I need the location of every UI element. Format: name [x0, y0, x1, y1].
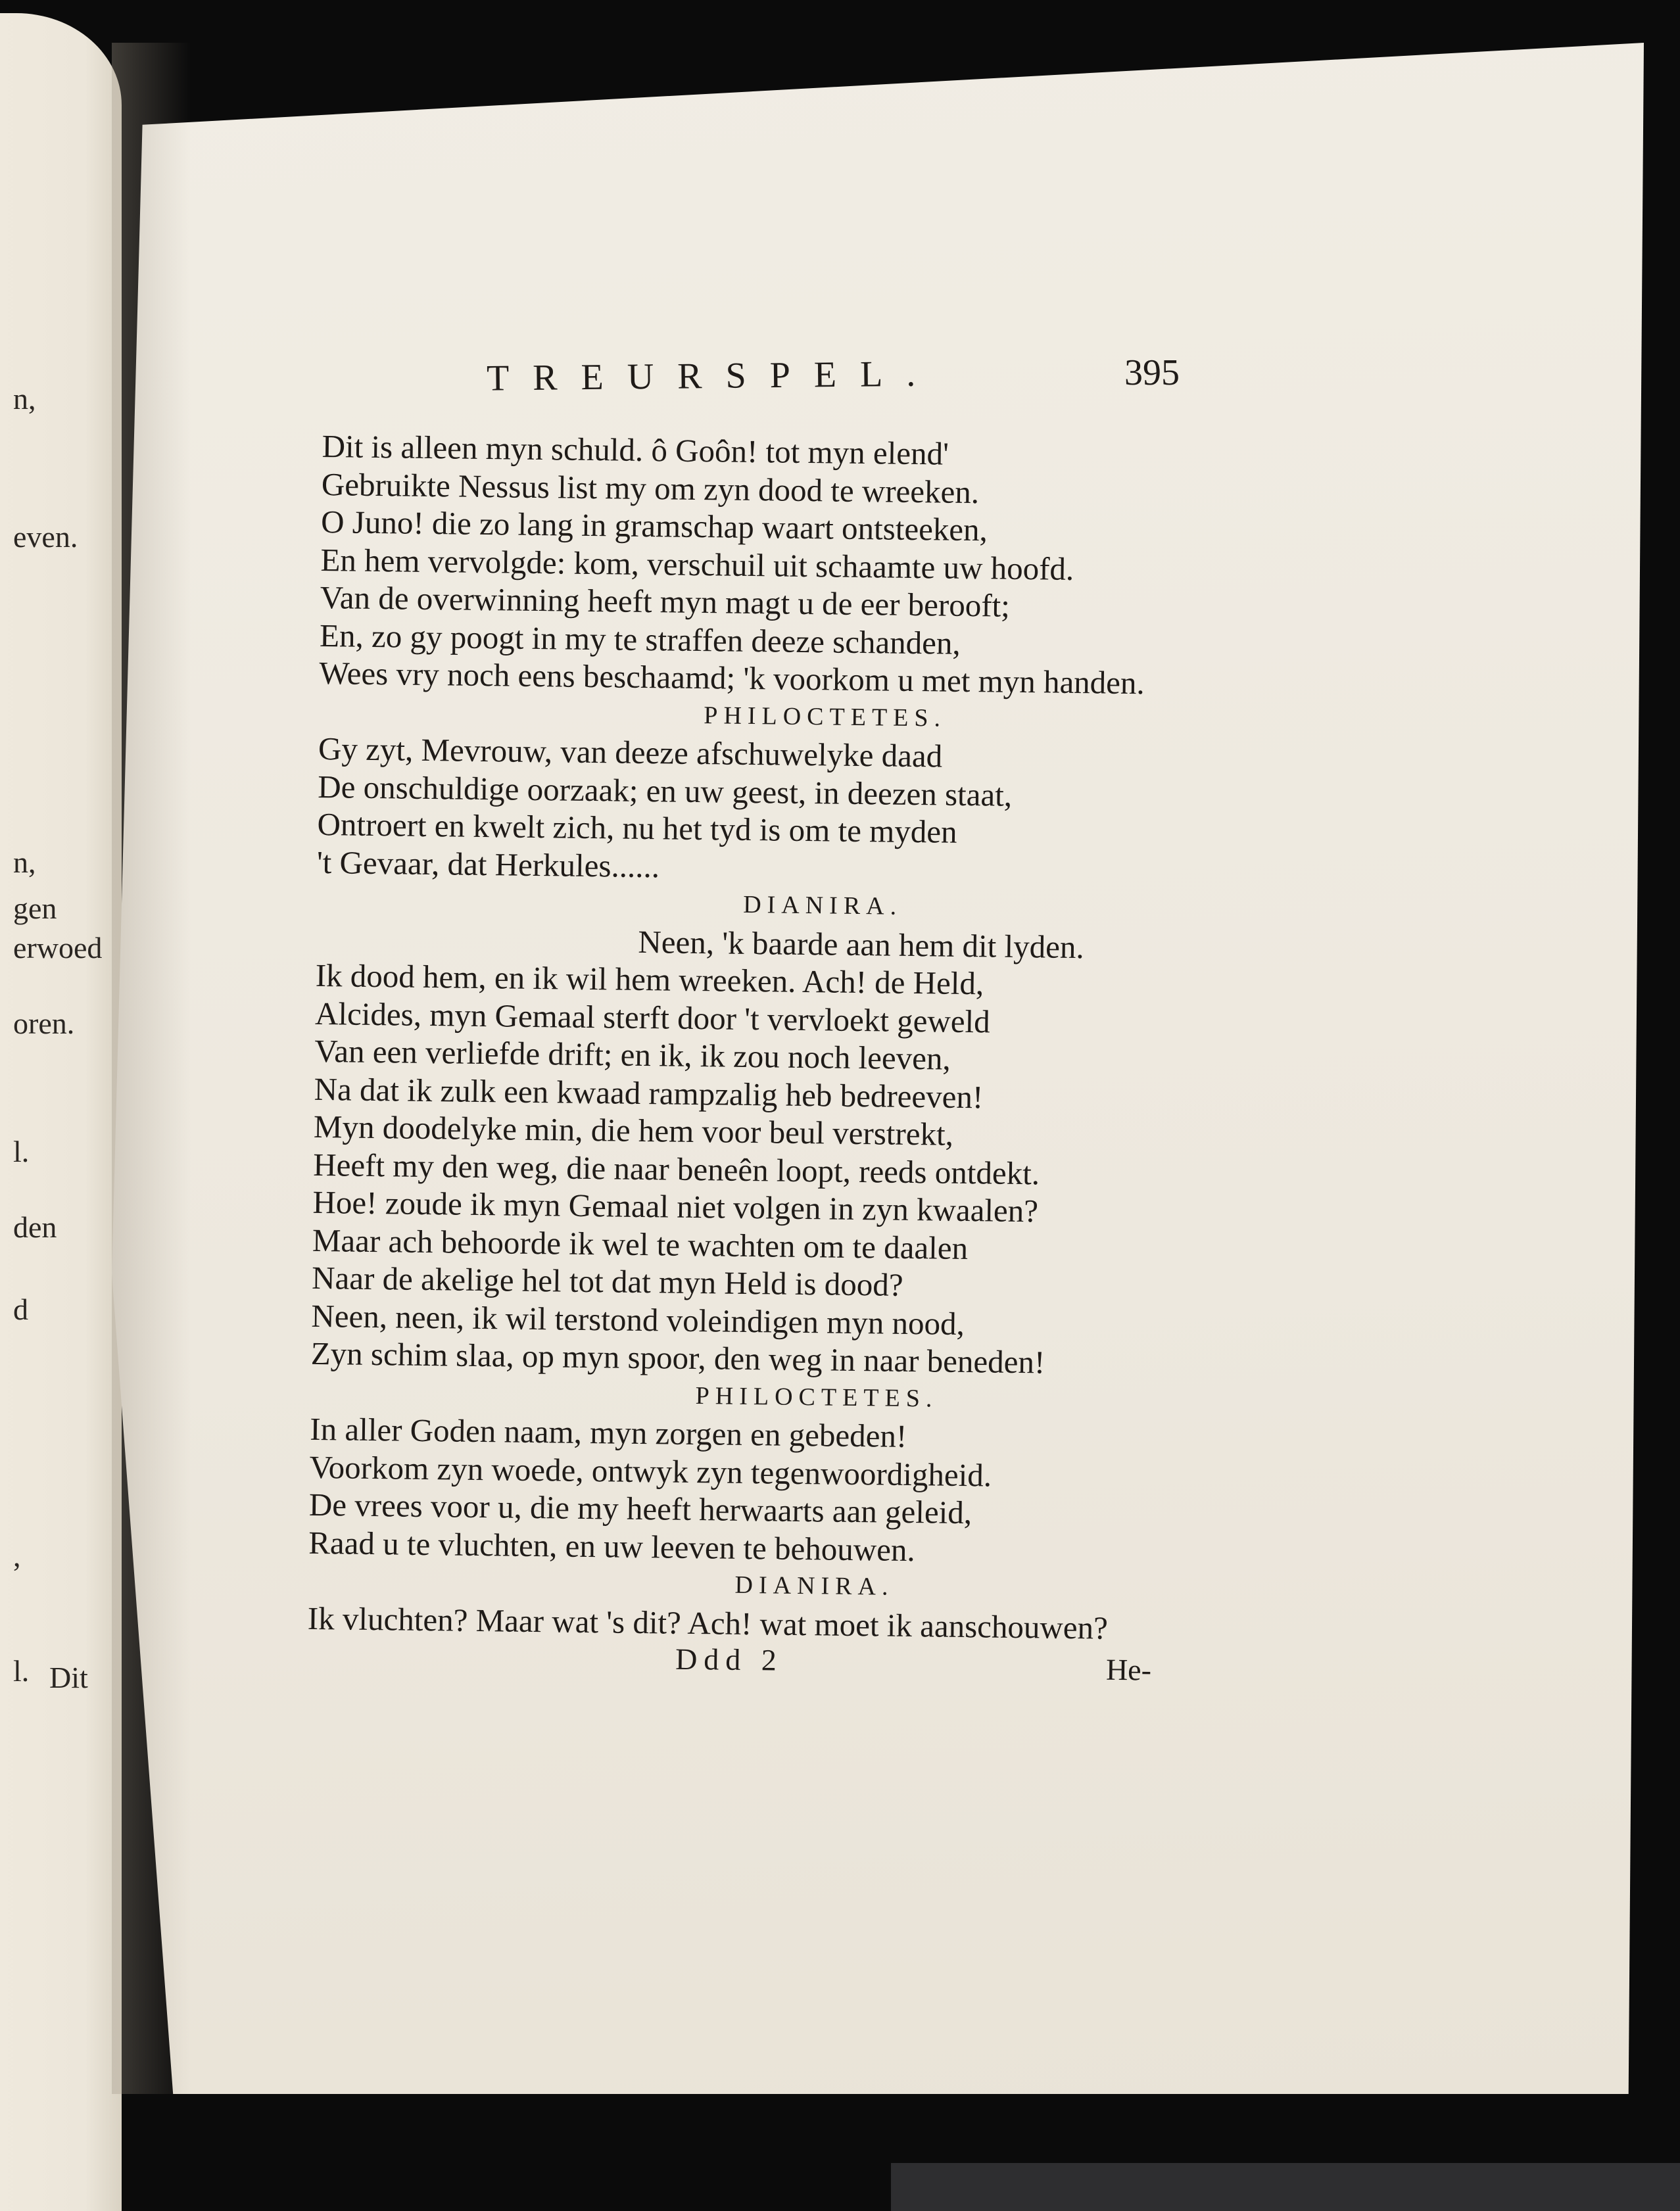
- left-page-fragment: n,: [13, 845, 36, 879]
- running-head: TREURSPEL.: [486, 353, 940, 399]
- signature-mark: Ddd 2: [675, 1642, 784, 1677]
- verse-line: Alcides, myn Gemaal sterft door 't vervloekt geweld: [314, 995, 991, 1039]
- verse-line: O Juno! die zo lang in gramschap waart ontsteeken,: [320, 503, 988, 548]
- speaker-name: DIANIRA.: [734, 1571, 894, 1601]
- verse-line: Voorkom zyn woede, ontwyk zyn tegenwoordigheid.: [309, 1448, 992, 1494]
- verse-line: Zyn schim slaa, op myn spoor, den weg in naar beneden!: [310, 1335, 1045, 1381]
- speaker-name: PHILOCTETES.: [695, 1381, 938, 1413]
- verse-lines: [308, 427, 1216, 1648]
- left-page-fragment: oren.: [13, 1007, 75, 1040]
- verse-line: Na dat ik zulk een kwaad rampzalig heb bedreeven!: [314, 1070, 984, 1115]
- speaker-name: PHILOCTETES.: [704, 701, 947, 732]
- verse-line: Neen, 'k baarde aan hem dit lyden.: [638, 923, 1085, 965]
- left-page-fragment: gen: [13, 892, 57, 925]
- background-strip: [891, 2163, 1680, 2211]
- text-block: [307, 427, 1216, 1686]
- verse-line: Van een verliefde drift; en ik, ik zou noch leeven,: [314, 1032, 951, 1077]
- left-page-fragment: even.: [13, 520, 78, 554]
- page-gutter-shadow: [112, 43, 191, 2094]
- verse-line: Neen, neen, ik wil terstond voleindigen myn nood,: [311, 1297, 965, 1342]
- left-page-fragment: ,: [13, 1539, 21, 1573]
- verse-line: Gebruikte Nessus list my om zyn dood te wreeken.: [321, 465, 980, 510]
- verse-line: Ik vluchten? Maar wat 's dit? Ach! wat moet ik aanschouwen?: [307, 1600, 1109, 1646]
- left-page-fragment: den: [13, 1210, 57, 1244]
- verse-line: De vrees voor u, die my heeft herwaarts aan geleid,: [308, 1486, 972, 1531]
- left-page-fragment: l.: [13, 1135, 30, 1168]
- verse-line: Myn doodelyke min, die hem voor beul verstrekt,: [313, 1108, 954, 1153]
- verse-line: Heeft my den weg, die naar beneên loopt, reeds ontdekt.: [312, 1146, 1040, 1191]
- verse-line: Ik dood hem, en ik wil hem wreeken. Ach! de Held,: [315, 957, 984, 1002]
- verse-line: En hem vervolgde: kom, verschuil uit schaamte uw hoofd.: [320, 541, 1074, 587]
- verse-line: Hoe! zoude ik myn Gemaal niet volgen in zyn kwaalen?: [312, 1183, 1039, 1229]
- verse-line: Maar ach behoorde ik wel te wachten om te daalen: [312, 1222, 969, 1266]
- page-number: 395: [1124, 352, 1180, 393]
- verse-line: Ontroert en kwelt zich, nu het tyd is om te myden: [317, 805, 957, 850]
- verse-line: Van de overwinning heeft myn magt u de eer berooft;: [320, 579, 1011, 624]
- verse-line: Raad u te vluchten, en uw leeven te behouwen.: [308, 1524, 916, 1568]
- verse-line: Naar de akelige hel tot dat myn Held is dood?: [311, 1259, 903, 1303]
- verse-line: De onschuldige oorzaak; en uw geest, in deezen staat,: [317, 768, 1013, 813]
- verse-line: Dit is alleen myn schuld. ô Goôn! tot myn elend': [322, 427, 949, 472]
- verse-line: In aller Goden naam, myn zorgen en gebeden!: [310, 1410, 907, 1454]
- catchword: He-: [1105, 1652, 1152, 1687]
- speaker-name: DIANIRA.: [742, 890, 903, 920]
- left-page-fragment: n,: [13, 382, 36, 416]
- verse-line: Gy zyt, Mevrouw, van deeze afschuwelyke daad: [318, 730, 943, 774]
- left-page-fragment: d: [13, 1293, 28, 1326]
- left-page-fragment: Dit: [49, 1661, 88, 1694]
- left-page: [0, 13, 122, 2211]
- left-page-fragment: erwoed: [13, 931, 103, 964]
- verse-line: 't Gevaar, dat Herkules......: [316, 844, 660, 884]
- verse-line: En, zo gy poogt in my te straffen deeze schanden,: [319, 617, 961, 661]
- left-page-fragment: l.: [13, 1654, 30, 1688]
- verse-line: Wees vry noch eens beschaamd; 'k voorkom u met myn handen.: [319, 654, 1145, 701]
